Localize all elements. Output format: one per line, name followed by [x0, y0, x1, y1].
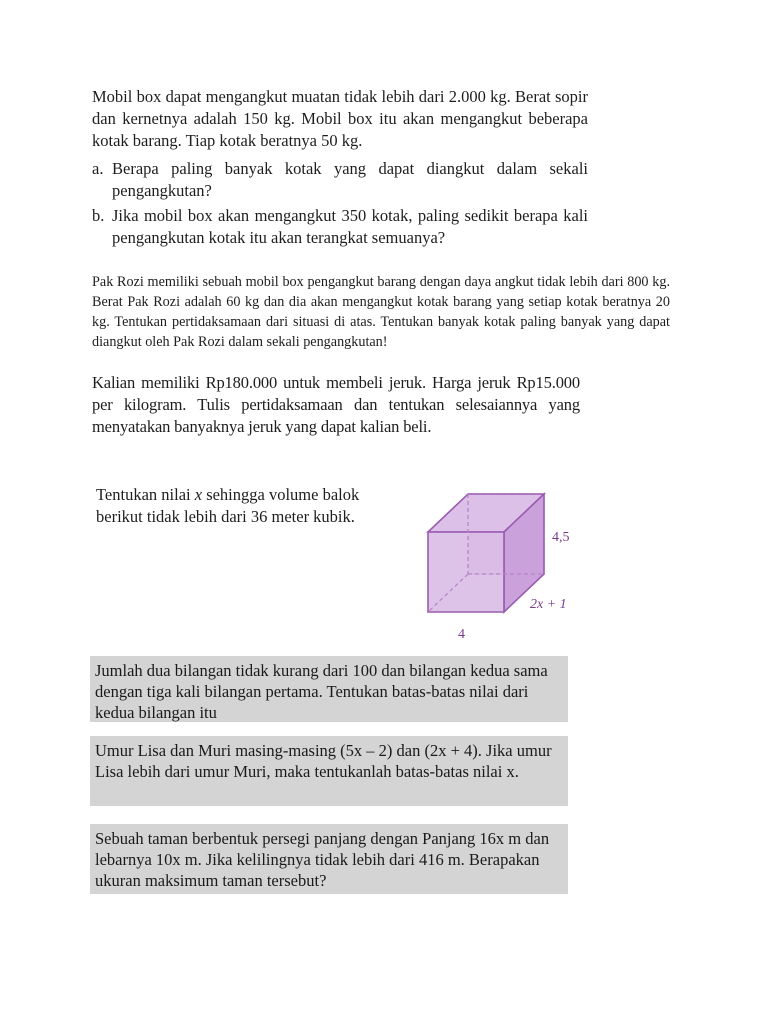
- problem-6-box: Umur Lisa dan Muri masing-masing (5x – 2) dan (2x + 4). Jika umur Lisa lebih dari umur Muri, maka tentukanlah batas-batas nilai x.: [90, 736, 568, 806]
- cuboid-figure: [418, 480, 598, 650]
- problem-1-intro: Mobil box dapat mengangkut muatan tidak lebih dari 2.000 kg. Berat sopir dan kernetnya adalah 150 kg. Mobil box itu akan mengangkut beberapa kotak barang. Tiap kotak beratnya 50 kg.: [92, 87, 588, 150]
- problem-4-text-before: Tentukan nilai: [96, 485, 195, 504]
- problem-3: Kalian memiliki Rp180.000 untuk membeli jeruk. Harga jeruk Rp15.000 per kilogram. Tulis pertidaksamaan dan tentukan selesaiannya yang menyatakan banyaknya jeruk yang dapat kalian beli.: [92, 373, 580, 436]
- problem-1-item-a: [92, 158, 588, 202]
- problem-5-box: Jumlah dua bilangan tidak kurang dari 100 dan bilangan kedua sama dengan tiga kali bilangan pertama. Tentukan batas-batas nilai dari kedua bilangan itu: [90, 656, 568, 722]
- cuboid-svg: [418, 480, 598, 650]
- problem-7-box: Sebuah taman berbentuk persegi panjang dengan Panjang 16x m dan lebarnya 10x m. Jika kelilingnya tidak lebih dari 416 m. Berapakan ukuran maksimum taman tersebut?: [90, 824, 568, 894]
- problem-1: [92, 86, 588, 252]
- problem-4: [96, 484, 396, 528]
- problem-4-text-after: sehingga volume balok berikut tidak lebih dari 36 meter kubik.: [96, 485, 360, 526]
- problem-2: Pak Rozi memiliki sebuah mobil box pengangkut barang dengan daya angkut tidak lebih dari 800 kg. Berat Pak Rozi adalah 60 kg dan dia akan mengangkut kotak barang yang setiap kotak beratnya 20 kg. Tentukan pertidaksamaan dari situasi di atas. Tentukan banyak kotak paling banyak yang dapat diangkut oleh Pak Rozi dalam sekali pengangkutan!: [92, 274, 670, 350]
- item-label: a.: [92, 159, 104, 178]
- item-text: Jika mobil box akan mengangkut 350 kotak, paling sedikit berapa kali pengangkutan kotak itu akan terangkat semuanya?: [112, 206, 588, 247]
- problem-4-variable: x: [194, 485, 203, 504]
- height-label: 4,5: [552, 530, 570, 545]
- cuboid-front-face: [428, 532, 504, 612]
- depth-label: 2x + 1: [530, 597, 567, 612]
- item-text: Berapa paling banyak kotak yang dapat diangkut dalam sekali pengangkutan?: [112, 159, 588, 200]
- problem-1-item-b: [92, 205, 588, 249]
- item-label: b.: [92, 206, 105, 225]
- width-label: 4: [458, 627, 465, 642]
